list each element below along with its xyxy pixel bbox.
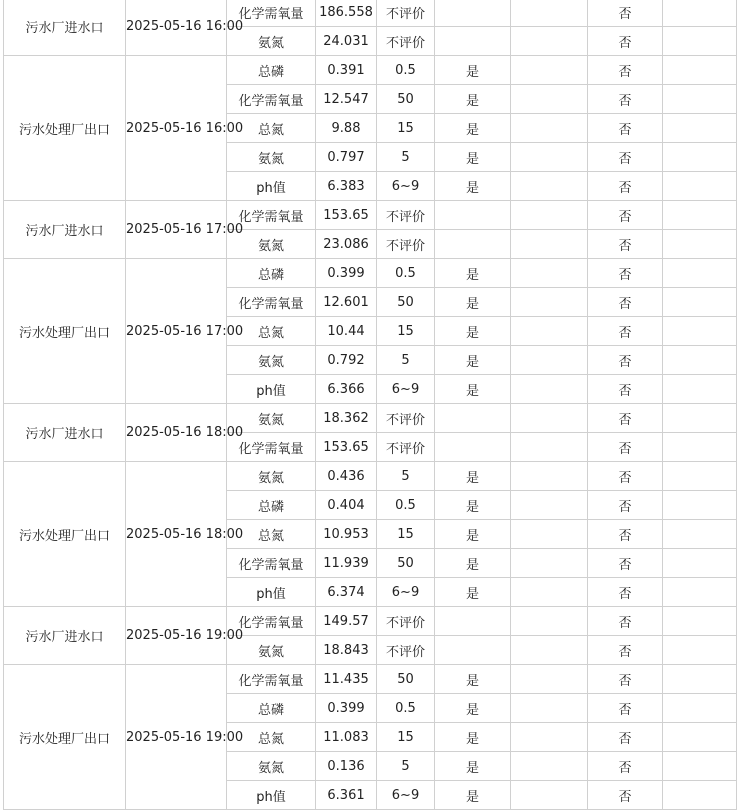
- empty-cell: [663, 114, 737, 143]
- empty-cell: [663, 462, 737, 491]
- monitor-time-cell: 2025-05-16 18:00: [126, 462, 227, 607]
- qualified-cell: [435, 201, 511, 230]
- empty-cell: [511, 752, 588, 781]
- empty-cell: [663, 230, 737, 259]
- pollutant-item-cell: 化学需氧量: [227, 433, 316, 462]
- measured-value-cell: 11.083: [316, 723, 377, 752]
- empty-cell: [511, 114, 588, 143]
- monitoring-table: [3, 0, 737, 810]
- pollutant-item-cell: ph值: [227, 172, 316, 201]
- measured-value-cell: 0.391: [316, 56, 377, 85]
- exceed-flag-cell: 否: [588, 201, 663, 230]
- qualified-cell: 是: [435, 317, 511, 346]
- pollutant-item-cell: 氨氮: [227, 752, 316, 781]
- exceed-flag-cell: 否: [588, 549, 663, 578]
- standard-limit-cell: 0.5: [377, 259, 435, 288]
- pollutant-item-cell: 总磷: [227, 56, 316, 85]
- standard-limit-cell: 6~9: [377, 578, 435, 607]
- qualified-cell: 是: [435, 520, 511, 549]
- empty-cell: [511, 56, 588, 85]
- measured-value-cell: 11.435: [316, 665, 377, 694]
- exceed-flag-cell: 否: [588, 85, 663, 114]
- qualified-cell: 是: [435, 288, 511, 317]
- pollutant-item-cell: 化学需氧量: [227, 607, 316, 636]
- site-name-cell: 污水厂进水口: [4, 0, 126, 56]
- pollutant-item-cell: 总磷: [227, 259, 316, 288]
- pollutant-item-cell: 化学需氧量: [227, 0, 316, 27]
- monitor-time-cell: 2025-05-16 18:00: [126, 404, 227, 462]
- measured-value-cell: 11.939: [316, 549, 377, 578]
- pollutant-item-cell: 总氮: [227, 114, 316, 143]
- exceed-flag-cell: 否: [588, 491, 663, 520]
- empty-cell: [663, 375, 737, 404]
- standard-limit-cell: 不评价: [377, 27, 435, 56]
- measured-value-cell: 12.601: [316, 288, 377, 317]
- empty-cell: [511, 230, 588, 259]
- empty-cell: [511, 172, 588, 201]
- empty-cell: [663, 607, 737, 636]
- empty-cell: [663, 752, 737, 781]
- pollutant-item-cell: ph值: [227, 781, 316, 810]
- standard-limit-cell: 0.5: [377, 56, 435, 85]
- table-row: [4, 259, 737, 288]
- empty-cell: [511, 781, 588, 810]
- qualified-cell: [435, 636, 511, 665]
- empty-cell: [663, 0, 737, 27]
- pollutant-item-cell: 化学需氧量: [227, 201, 316, 230]
- pollutant-item-cell: 化学需氧量: [227, 665, 316, 694]
- monitor-time-cell: 2025-05-16 17:00: [126, 201, 227, 259]
- qualified-cell: 是: [435, 259, 511, 288]
- standard-limit-cell: 0.5: [377, 694, 435, 723]
- standard-limit-cell: 不评价: [377, 0, 435, 27]
- pollutant-item-cell: 总磷: [227, 491, 316, 520]
- empty-cell: [511, 462, 588, 491]
- empty-cell: [511, 578, 588, 607]
- standard-limit-cell: 不评价: [377, 607, 435, 636]
- empty-cell: [663, 288, 737, 317]
- qualified-cell: 是: [435, 346, 511, 375]
- empty-cell: [663, 723, 737, 752]
- empty-cell: [511, 433, 588, 462]
- pollutant-item-cell: 氨氮: [227, 636, 316, 665]
- empty-cell: [663, 665, 737, 694]
- empty-cell: [663, 346, 737, 375]
- exceed-flag-cell: 否: [588, 288, 663, 317]
- standard-limit-cell: 5: [377, 462, 435, 491]
- exceed-flag-cell: 否: [588, 143, 663, 172]
- measured-value-cell: 153.65: [316, 201, 377, 230]
- measured-value-cell: 18.362: [316, 404, 377, 433]
- exceed-flag-cell: 否: [588, 375, 663, 404]
- standard-limit-cell: 6~9: [377, 781, 435, 810]
- empty-cell: [511, 549, 588, 578]
- exceed-flag-cell: 否: [588, 172, 663, 201]
- site-name-cell: 污水处理厂出口: [4, 56, 126, 201]
- monitor-time-cell: 2025-05-16 19:00: [126, 665, 227, 810]
- qualified-cell: 是: [435, 752, 511, 781]
- qualified-cell: 是: [435, 491, 511, 520]
- measured-value-cell: 153.65: [316, 433, 377, 462]
- empty-cell: [511, 404, 588, 433]
- measured-value-cell: 6.361: [316, 781, 377, 810]
- empty-cell: [511, 665, 588, 694]
- qualified-cell: 是: [435, 665, 511, 694]
- exceed-flag-cell: 否: [588, 230, 663, 259]
- empty-cell: [511, 375, 588, 404]
- qualified-cell: 是: [435, 723, 511, 752]
- measured-value-cell: 10.44: [316, 317, 377, 346]
- empty-cell: [663, 259, 737, 288]
- standard-limit-cell: 5: [377, 752, 435, 781]
- table-row: [4, 201, 737, 230]
- exceed-flag-cell: 否: [588, 694, 663, 723]
- exceed-flag-cell: 否: [588, 636, 663, 665]
- measured-value-cell: 0.136: [316, 752, 377, 781]
- table-body: [4, 0, 737, 810]
- pollutant-item-cell: 总磷: [227, 694, 316, 723]
- exceed-flag-cell: 否: [588, 462, 663, 491]
- qualified-cell: [435, 433, 511, 462]
- measured-value-cell: 0.404: [316, 491, 377, 520]
- empty-cell: [511, 201, 588, 230]
- pollutant-item-cell: 总氮: [227, 317, 316, 346]
- monitor-time-cell: 2025-05-16 17:00: [126, 259, 227, 404]
- standard-limit-cell: 50: [377, 549, 435, 578]
- standard-limit-cell: 6~9: [377, 172, 435, 201]
- empty-cell: [511, 85, 588, 114]
- standard-limit-cell: 6~9: [377, 375, 435, 404]
- site-name-cell: 污水厂进水口: [4, 404, 126, 462]
- standard-limit-cell: 15: [377, 520, 435, 549]
- measured-value-cell: 0.792: [316, 346, 377, 375]
- empty-cell: [663, 56, 737, 85]
- measured-value-cell: 23.086: [316, 230, 377, 259]
- empty-cell: [663, 317, 737, 346]
- empty-cell: [511, 520, 588, 549]
- measured-value-cell: 149.57: [316, 607, 377, 636]
- standard-limit-cell: 不评价: [377, 230, 435, 259]
- exceed-flag-cell: 否: [588, 404, 663, 433]
- empty-cell: [663, 520, 737, 549]
- qualified-cell: 是: [435, 694, 511, 723]
- exceed-flag-cell: 否: [588, 56, 663, 85]
- standard-limit-cell: 50: [377, 665, 435, 694]
- standard-limit-cell: 不评价: [377, 404, 435, 433]
- measured-value-cell: 24.031: [316, 27, 377, 56]
- site-name-cell: 污水处理厂出口: [4, 665, 126, 810]
- standard-limit-cell: 15: [377, 114, 435, 143]
- qualified-cell: 是: [435, 375, 511, 404]
- table-row: [4, 56, 737, 85]
- qualified-cell: [435, 230, 511, 259]
- measured-value-cell: 6.383: [316, 172, 377, 201]
- empty-cell: [511, 288, 588, 317]
- site-name-cell: 污水厂进水口: [4, 201, 126, 259]
- qualified-cell: [435, 404, 511, 433]
- empty-cell: [511, 27, 588, 56]
- pollutant-item-cell: 化学需氧量: [227, 85, 316, 114]
- measured-value-cell: 12.547: [316, 85, 377, 114]
- standard-limit-cell: 50: [377, 288, 435, 317]
- exceed-flag-cell: 否: [588, 0, 663, 27]
- exceed-flag-cell: 否: [588, 346, 663, 375]
- standard-limit-cell: 不评价: [377, 433, 435, 462]
- standard-limit-cell: 5: [377, 143, 435, 172]
- pollutant-item-cell: ph值: [227, 375, 316, 404]
- measured-value-cell: 18.843: [316, 636, 377, 665]
- measured-value-cell: 6.374: [316, 578, 377, 607]
- empty-cell: [511, 694, 588, 723]
- empty-cell: [663, 549, 737, 578]
- exceed-flag-cell: 否: [588, 114, 663, 143]
- pollutant-item-cell: 总氮: [227, 723, 316, 752]
- exceed-flag-cell: 否: [588, 27, 663, 56]
- monitor-time-cell: 2025-05-16 16:00: [126, 56, 227, 201]
- measured-value-cell: 186.558: [316, 0, 377, 27]
- table-row: [4, 462, 737, 491]
- qualified-cell: [435, 607, 511, 636]
- standard-limit-cell: 0.5: [377, 491, 435, 520]
- exceed-flag-cell: 否: [588, 317, 663, 346]
- pollutant-item-cell: 氨氮: [227, 346, 316, 375]
- empty-cell: [663, 27, 737, 56]
- empty-cell: [663, 578, 737, 607]
- empty-cell: [511, 0, 588, 27]
- exceed-flag-cell: 否: [588, 259, 663, 288]
- standard-limit-cell: 不评价: [377, 201, 435, 230]
- qualified-cell: 是: [435, 578, 511, 607]
- empty-cell: [511, 346, 588, 375]
- measured-value-cell: 9.88: [316, 114, 377, 143]
- exceed-flag-cell: 否: [588, 781, 663, 810]
- empty-cell: [663, 491, 737, 520]
- site-name-cell: 污水处理厂出口: [4, 259, 126, 404]
- empty-cell: [663, 172, 737, 201]
- pollutant-item-cell: 总氮: [227, 520, 316, 549]
- exceed-flag-cell: 否: [588, 607, 663, 636]
- standard-limit-cell: 15: [377, 723, 435, 752]
- exceed-flag-cell: 否: [588, 752, 663, 781]
- table-row: [4, 665, 737, 694]
- measured-value-cell: 0.797: [316, 143, 377, 172]
- empty-cell: [511, 491, 588, 520]
- table-row: [4, 0, 737, 27]
- standard-limit-cell: 5: [377, 346, 435, 375]
- empty-cell: [511, 317, 588, 346]
- measured-value-cell: 0.436: [316, 462, 377, 491]
- empty-cell: [663, 201, 737, 230]
- pollutant-item-cell: 氨氮: [227, 462, 316, 491]
- qualified-cell: 是: [435, 56, 511, 85]
- pollutant-item-cell: 氨氮: [227, 230, 316, 259]
- site-name-cell: 污水处理厂出口: [4, 462, 126, 607]
- empty-cell: [663, 85, 737, 114]
- table-row: [4, 607, 737, 636]
- empty-cell: [663, 143, 737, 172]
- measured-value-cell: 0.399: [316, 694, 377, 723]
- pollutant-item-cell: ph值: [227, 578, 316, 607]
- empty-cell: [511, 143, 588, 172]
- pollutant-item-cell: 氨氮: [227, 27, 316, 56]
- empty-cell: [511, 723, 588, 752]
- qualified-cell: 是: [435, 143, 511, 172]
- empty-cell: [511, 607, 588, 636]
- qualified-cell: 是: [435, 85, 511, 114]
- qualified-cell: [435, 0, 511, 27]
- pollutant-item-cell: 化学需氧量: [227, 549, 316, 578]
- table-row: [4, 404, 737, 433]
- empty-cell: [663, 433, 737, 462]
- exceed-flag-cell: 否: [588, 665, 663, 694]
- qualified-cell: 是: [435, 172, 511, 201]
- exceed-flag-cell: 否: [588, 433, 663, 462]
- monitor-time-cell: 2025-05-16 16:00: [126, 0, 227, 56]
- standard-limit-cell: 15: [377, 317, 435, 346]
- measured-value-cell: 10.953: [316, 520, 377, 549]
- pollutant-item-cell: 化学需氧量: [227, 288, 316, 317]
- standard-limit-cell: 不评价: [377, 636, 435, 665]
- pollutant-item-cell: 氨氮: [227, 143, 316, 172]
- standard-limit-cell: 50: [377, 85, 435, 114]
- empty-cell: [663, 404, 737, 433]
- empty-cell: [663, 694, 737, 723]
- qualified-cell: 是: [435, 462, 511, 491]
- qualified-cell: [435, 27, 511, 56]
- measured-value-cell: 6.366: [316, 375, 377, 404]
- exceed-flag-cell: 否: [588, 520, 663, 549]
- monitor-time-cell: 2025-05-16 19:00: [126, 607, 227, 665]
- site-name-cell: 污水厂进水口: [4, 607, 126, 665]
- exceed-flag-cell: 否: [588, 723, 663, 752]
- qualified-cell: 是: [435, 781, 511, 810]
- empty-cell: [663, 636, 737, 665]
- exceed-flag-cell: 否: [588, 578, 663, 607]
- empty-cell: [663, 781, 737, 810]
- pollutant-item-cell: 氨氮: [227, 404, 316, 433]
- measured-value-cell: 0.399: [316, 259, 377, 288]
- qualified-cell: 是: [435, 549, 511, 578]
- empty-cell: [511, 636, 588, 665]
- qualified-cell: 是: [435, 114, 511, 143]
- empty-cell: [511, 259, 588, 288]
